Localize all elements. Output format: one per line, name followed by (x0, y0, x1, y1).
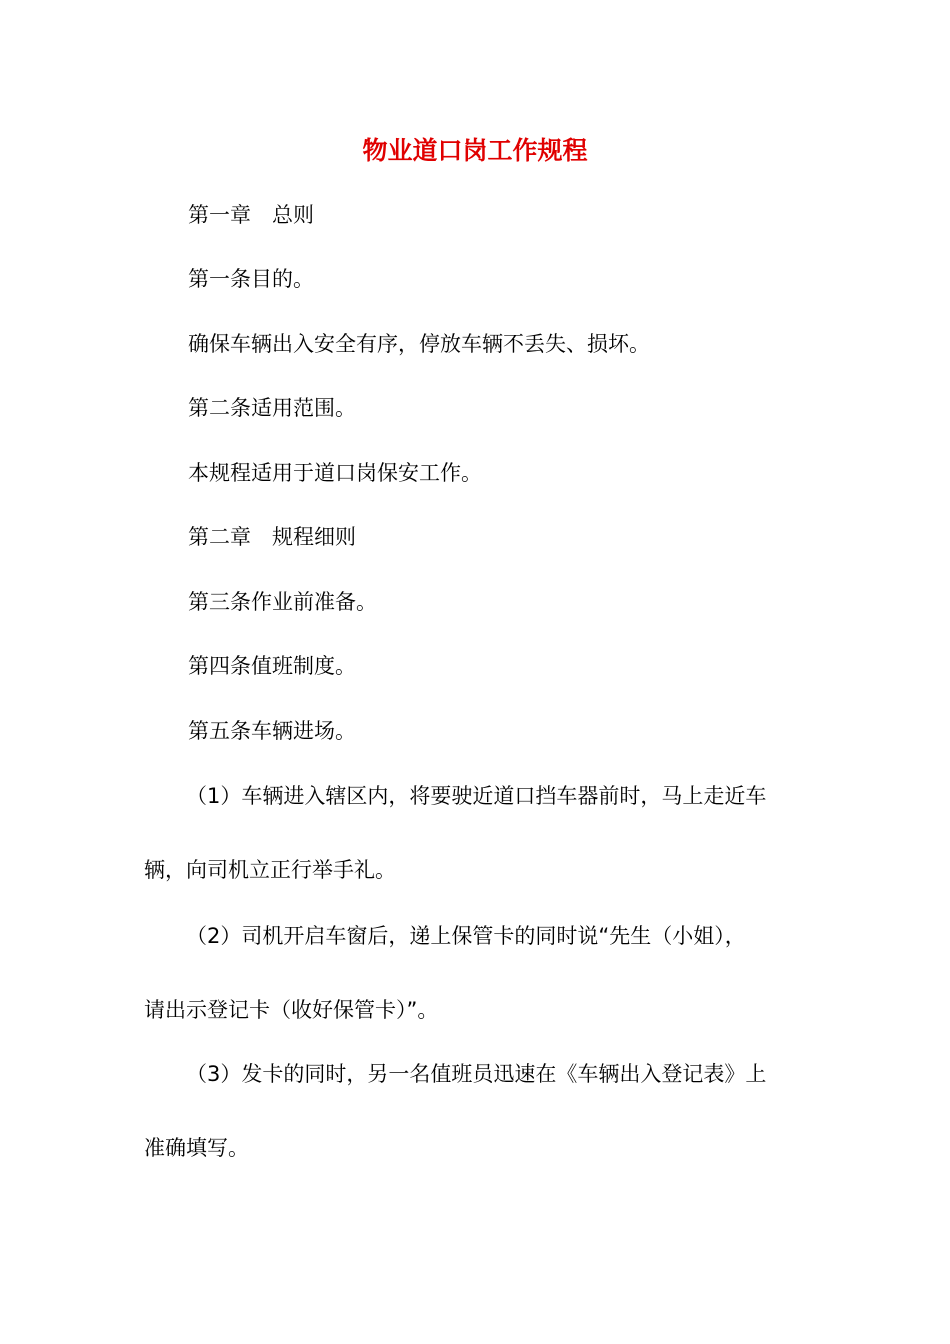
article-3-heading: 第三条作业前准备。 (188, 590, 377, 614)
chapter-1-heading: 第一章 总则 (188, 203, 314, 227)
article-2-text: 本规程适用于道口岗保安工作。 (188, 461, 482, 485)
item-2-line-1: （2）司机开启车窗后，递上保管卡的同时说“先生（小姐）， (186, 924, 746, 948)
item-1-line-2: 辆，向司机立正行举手礼。 (144, 858, 396, 882)
item-3-line-1: （3）发卡的同时，另一名值班员迅速在《车辆出入登记表》上 (186, 1062, 767, 1086)
item-3-line-2: 准确填写。 (144, 1136, 249, 1160)
article-4-heading: 第四条值班制度。 (188, 654, 356, 678)
article-1-heading: 第一条目的。 (188, 267, 314, 291)
article-1-text: 确保车辆出入安全有序，停放车辆不丢失、损坏。 (188, 332, 650, 356)
article-5-heading: 第五条车辆进场。 (188, 719, 356, 743)
document-title: 物业道口岗工作规程 (362, 136, 588, 165)
item-1-line-1: （1）车辆进入辖区内，将要驶近道口挡车器前时，马上走近车 (186, 784, 767, 808)
article-2-heading: 第二条适用范围。 (188, 396, 356, 420)
item-2-line-2: 请出示登记卡（收好保管卡）”。 (144, 998, 439, 1022)
chapter-2-heading: 第二章 规程细则 (188, 525, 356, 549)
